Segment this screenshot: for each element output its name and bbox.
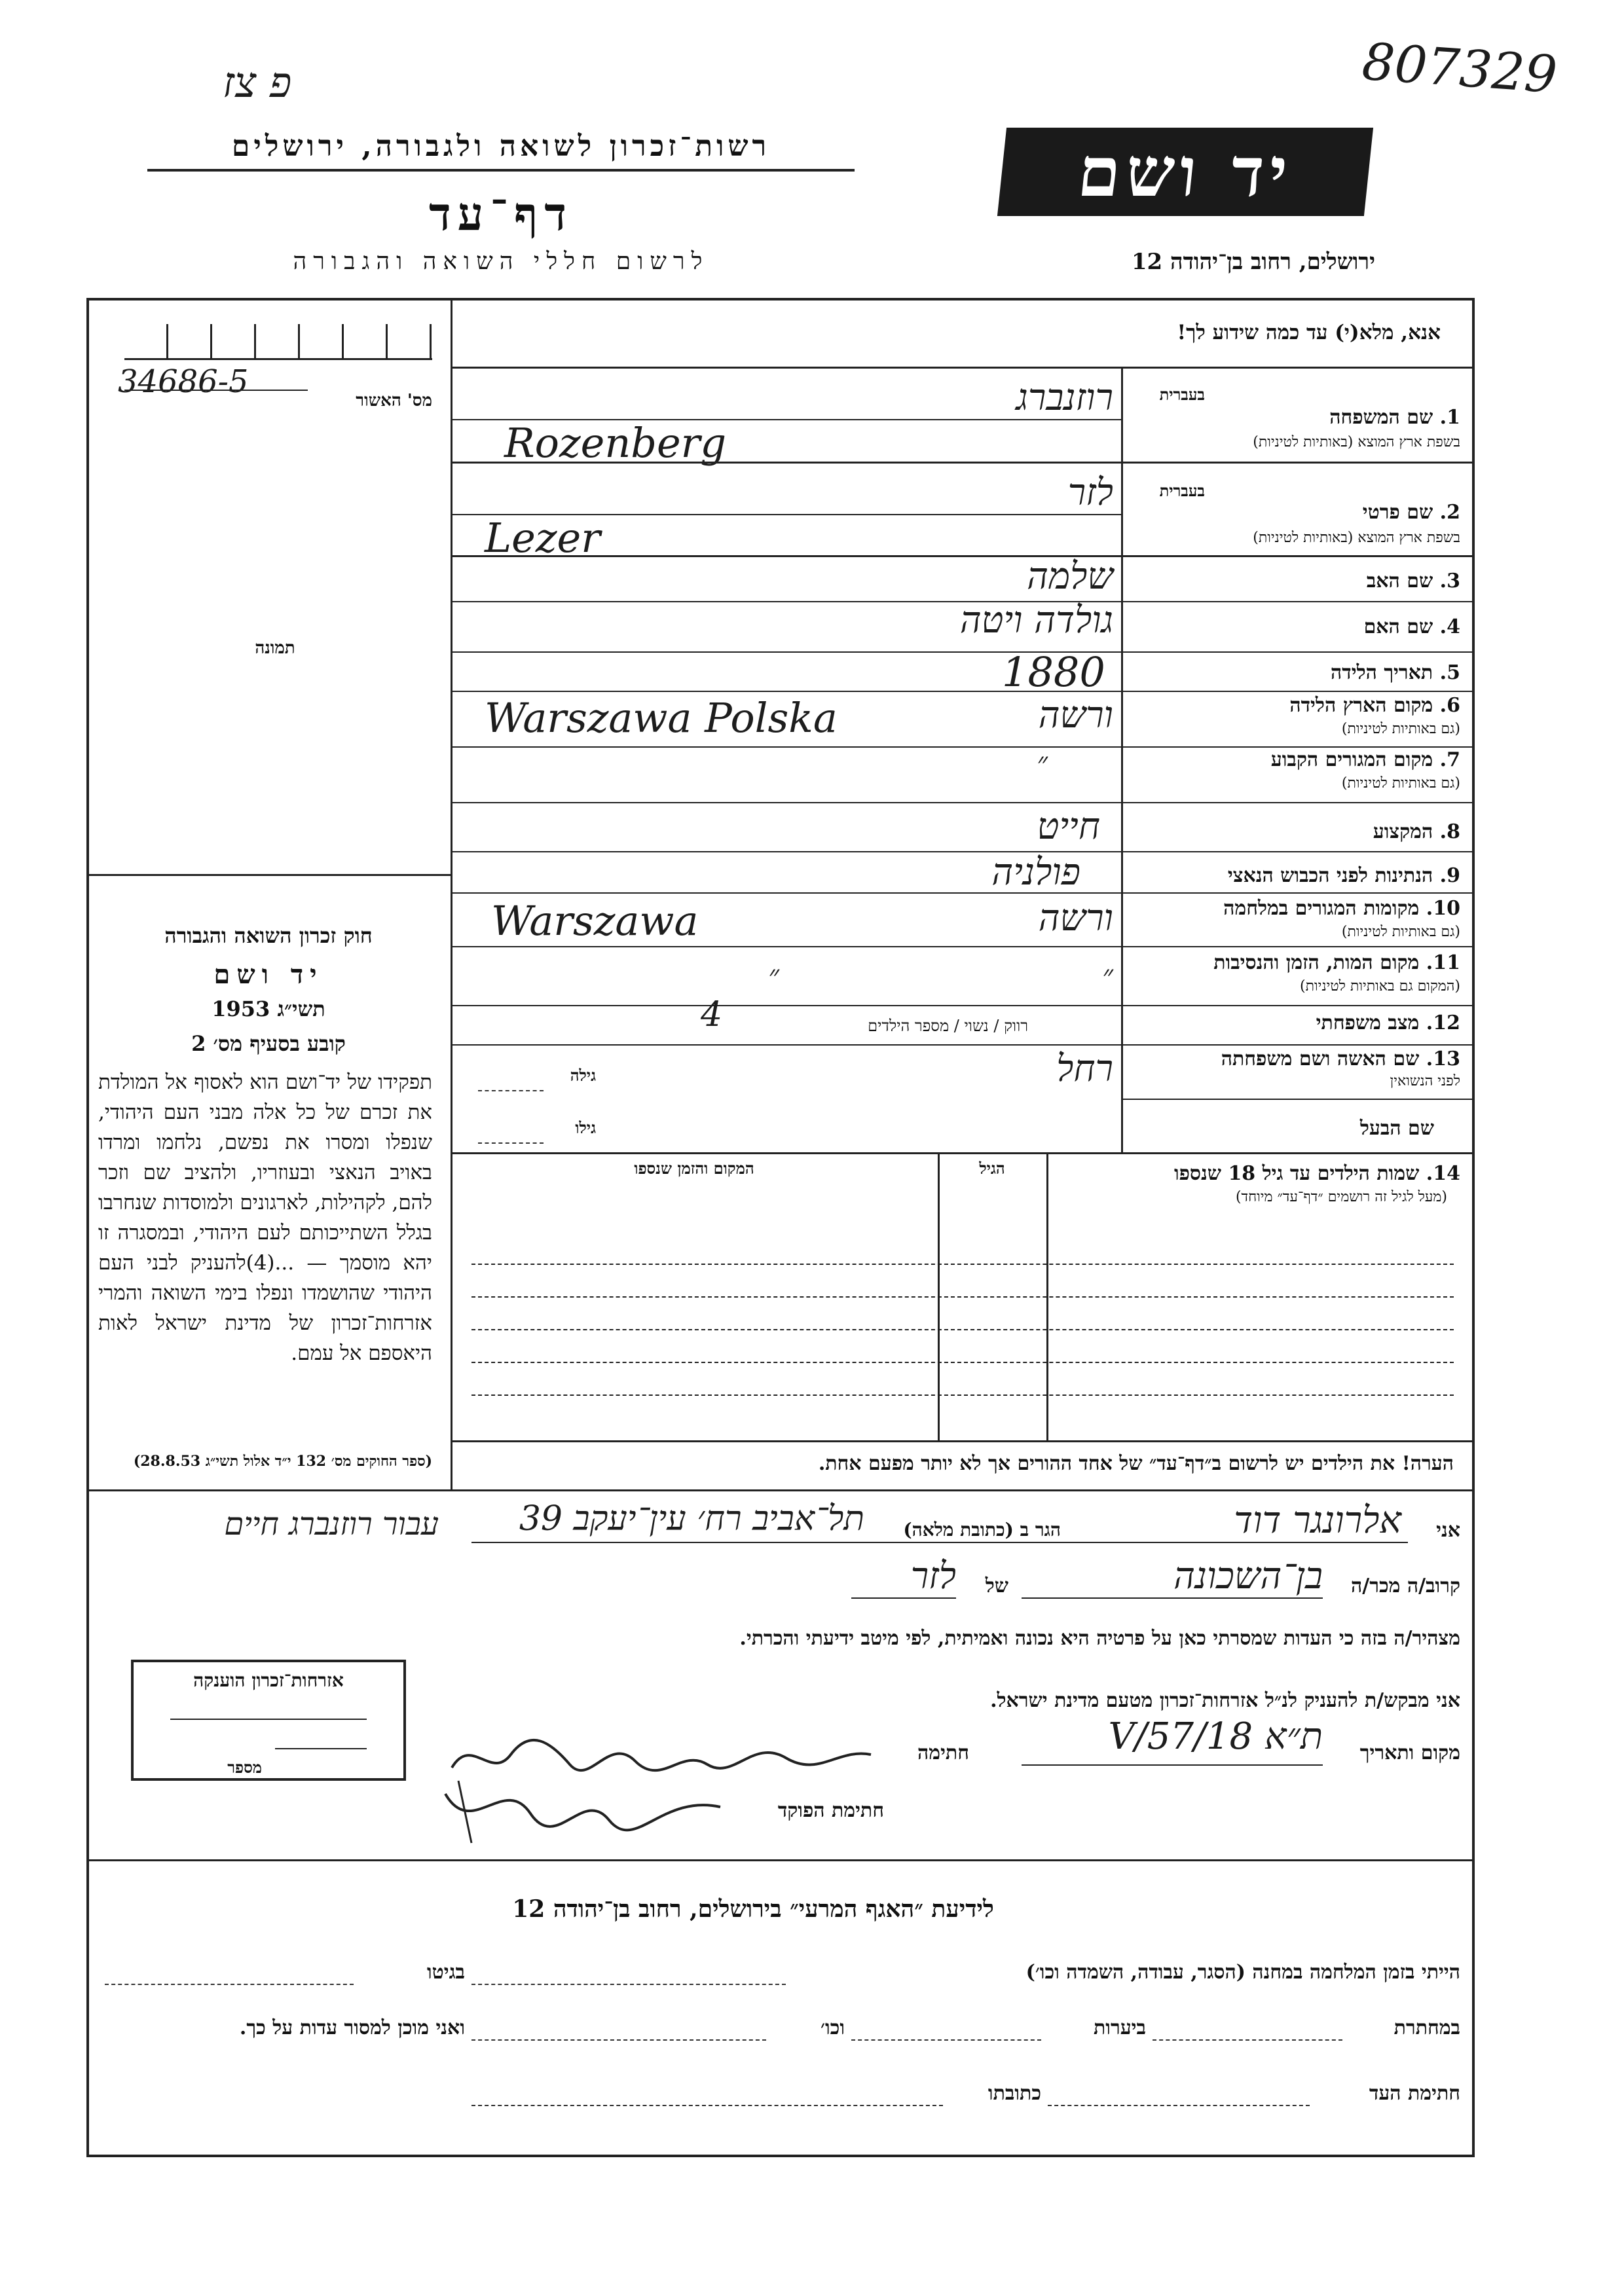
law-body: תפקידו של יד־ושם הוא לאסוף אל המולדת את זכרם של כל אלה מבני העם היהודי, שנפלו ומסרו את נפשם, נלחמו ומרדו באויב הנאצי ובעוזריו, ולהציב שם וזכר להם, לקהילות, לארגונים ולמוסדות שנחרבו בגלל השתייכותם לעם היהודי, ובמסגרה זו יהא מוסמך — ...(4)להעניק לבני העם היהודי שהושמדו ונפלו בימי השואה והמרי אזרחות־זכרון של מדינת ישראל לאות היאספם אל עמם. (98, 1070, 432, 1365)
field1-latin-value: Rozenberg (504, 419, 727, 467)
field12-options: רווק / נשוי / מספר הילדים (868, 1017, 1028, 1035)
field13-label: 13. שם האשה ושם משפחתה (1221, 1048, 1460, 1070)
field13-sub: לפני הנשואין (1390, 1073, 1460, 1089)
law-title: חוק זכרון השואה והגבורה (164, 923, 373, 948)
field10-label: 10. מקומות המגורים במלחמה (1223, 897, 1460, 920)
field11-sub: (המקום גם באותיות לטיניות) (1300, 978, 1460, 994)
intro-text: אנא, מלא(י) עד כמה שידוע לך! (1177, 321, 1441, 344)
field2-sub: בשפת ארץ המוצא (באותיות לטיניות) (1253, 530, 1460, 546)
field6-label: 6. מקום הארץ הלידה (1289, 694, 1460, 717)
field3-label: 3. שם האב (1366, 570, 1460, 592)
margin-note: עבור רוזנברג חיים (224, 1506, 439, 1542)
footer-camp-line: הייתי בזמן המלחמה במחנה (הסגר, עבודה, השמדה וכו׳) (1025, 1961, 1460, 1984)
field12-children-count: 4 (701, 995, 723, 1034)
authority-name: רשות־זכרון לשואה ולגבורה, ירושלים (231, 130, 771, 163)
field3-value: שלמה (1027, 555, 1113, 598)
field11-value-a: ״ (768, 959, 779, 993)
footer-address: כתובתו (987, 2082, 1041, 2105)
place-date-label: מקום ותאריך (1359, 1741, 1460, 1764)
children-age-column: הגיל (979, 1159, 1005, 1178)
law-source: (ספר החוקים מס׳ 132 י״ד אלול תשי״ג 28.8.53) (133, 1453, 432, 1470)
field11-label: 11. מקום המות, הזמן והנסיבות (1213, 951, 1460, 974)
field7-value: ״ (1037, 746, 1048, 780)
children-place-column: המקום והזמן שנספו (634, 1159, 754, 1178)
officer-signature-label: חתימת הפוקד (777, 1799, 884, 1822)
field1-label: 1. שם המשפחה (1329, 406, 1460, 429)
field2-label: 2. שם פרטי (1362, 501, 1460, 524)
stamp-number-label: מספר (227, 1758, 262, 1777)
signature-label: חתימה (917, 1741, 969, 1764)
field11-value-b: ״ (1102, 959, 1113, 993)
husband-label: שם הבעל (1359, 1117, 1434, 1140)
field5-value: 1880 (1002, 648, 1105, 696)
officer-signature (432, 1768, 733, 1846)
declarant-i-label: אני (1436, 1519, 1460, 1542)
field10-sub: (גם באותיות לטיניות) (1341, 924, 1460, 940)
field6-sub: (גם באותיות לטיניות) (1341, 721, 1460, 737)
field14-label: 14. שמות הילדים עד גיל 18 שנספו (1173, 1162, 1460, 1185)
form-title: דף־עד (428, 187, 573, 241)
field7-label: 7. מקום המגורים הקבוע (1270, 748, 1460, 771)
relation-label: קרוב/ה מכר/ה (1351, 1575, 1460, 1597)
declarant-name: אלרונגר דוד (1234, 1499, 1401, 1542)
children-note: הערה! את הילדים יש לרשום ב״דף־עד״ של אחד ההורים אך לא יותר מפעם אחת. (818, 1452, 1454, 1475)
field10-hebrew-value: ורשה (1038, 897, 1113, 939)
of-label: של (985, 1575, 1008, 1597)
declarant-address: תל־אביב רח׳ עין־יעקב 39 (519, 1499, 864, 1539)
footer-underground: במחתרת (1393, 2016, 1460, 2039)
approval-number-boxes (124, 324, 432, 360)
field8-value: חייט (1037, 805, 1100, 848)
field10-latin-value: Warszawa (491, 897, 699, 945)
field12-label: 12. מצב משפחתי (1316, 1011, 1460, 1034)
field2-hebrew-value: לזר (1067, 471, 1113, 514)
field9-value: פולניה (991, 851, 1080, 894)
footer-ghetto: בגיטו (426, 1961, 465, 1984)
field7-sub: (גם באותיות לטיניות) (1341, 775, 1460, 792)
relation-value: בן־השכונה (1173, 1555, 1323, 1597)
wife-age-label: גילה (570, 1066, 596, 1085)
place-date-value: ת״א 18/V/57 (1108, 1715, 1323, 1758)
field6-hebrew-value: ורשה (1038, 694, 1113, 737)
photo-label: תמונה (255, 638, 295, 658)
field2-latin-value: Lezer (485, 514, 600, 562)
field9-label: 9. הנתינות לפני הכבוש הנאצי (1227, 864, 1460, 887)
field5-label: 5. תאריך הלידה (1331, 661, 1460, 684)
field8-label: 8. המקצוע (1373, 820, 1460, 843)
footer-forests: ביערות (1093, 2016, 1146, 2039)
field1-hebrew-tag: בעברית (1159, 385, 1205, 404)
law-org-name: יד ושם (213, 959, 323, 990)
archive-number: 807329 (1360, 32, 1559, 105)
declarant-resides-label: הגר ב (כתובת מלאה) (903, 1519, 1061, 1540)
footer-title: לידיעת ״האגף המרעי״ בירושלים, רחוב בן־יהודה 12 (512, 1895, 994, 1923)
approval-number-label: מס' האשור (356, 391, 432, 410)
field1-hebrew-value: רוזנברג (1016, 376, 1113, 419)
law-year: תשי״ג 1953 (212, 996, 325, 1021)
form-code-note: פ צז (223, 59, 292, 107)
approval-number-value: 34686-5 (118, 363, 249, 400)
field6-latin-value: Warszawa Polska (485, 694, 838, 742)
footer-witness-signature: חתימת העד (1369, 2082, 1460, 2105)
header-address: ירושלים, רחוב בן־יהודה 12 (1131, 249, 1375, 275)
of-name: לזר (910, 1555, 956, 1597)
law-clause: קובע בסעיף מס׳ 2 (191, 1031, 346, 1056)
field4-label: 4. שם האם (1363, 615, 1460, 638)
field2-hebrew-tag: בעברית (1159, 481, 1205, 500)
field4-value: גולדה ויטה (959, 599, 1113, 642)
footer-testimony: ואני מוכן למסור עדות על כך. (239, 2016, 465, 2039)
stamp-box-title: אזרחות־זכרון הוענקה (193, 1669, 344, 1691)
footer-etc: וכו׳ (821, 2016, 845, 2039)
declaration-text: מצהיר/ה בזה כי העדות שמסרתי כאן על פרטיה היא נכונה ואמיתית, לפי מיטב ידיעתי והכרתי. (739, 1627, 1460, 1650)
yad-vashem-logo: יד ושם (997, 128, 1373, 216)
form-subtitle: לרשום חללי השואה והגבורה (293, 248, 709, 275)
husband-age-label: גילו (575, 1118, 596, 1137)
field1-sub: בשפת ארץ המוצא (באותיות לטיניות) (1253, 434, 1460, 450)
field13-value: רחל (1056, 1048, 1113, 1090)
request-text: אני מבקש/ת להעניק לנ״ל אזרחות־זכרון מטעם מדינת ישראל. (990, 1689, 1460, 1712)
field14-sub: (מעל לגיל זה רושמים ״דף־עד״ מיוחד) (1235, 1189, 1447, 1205)
